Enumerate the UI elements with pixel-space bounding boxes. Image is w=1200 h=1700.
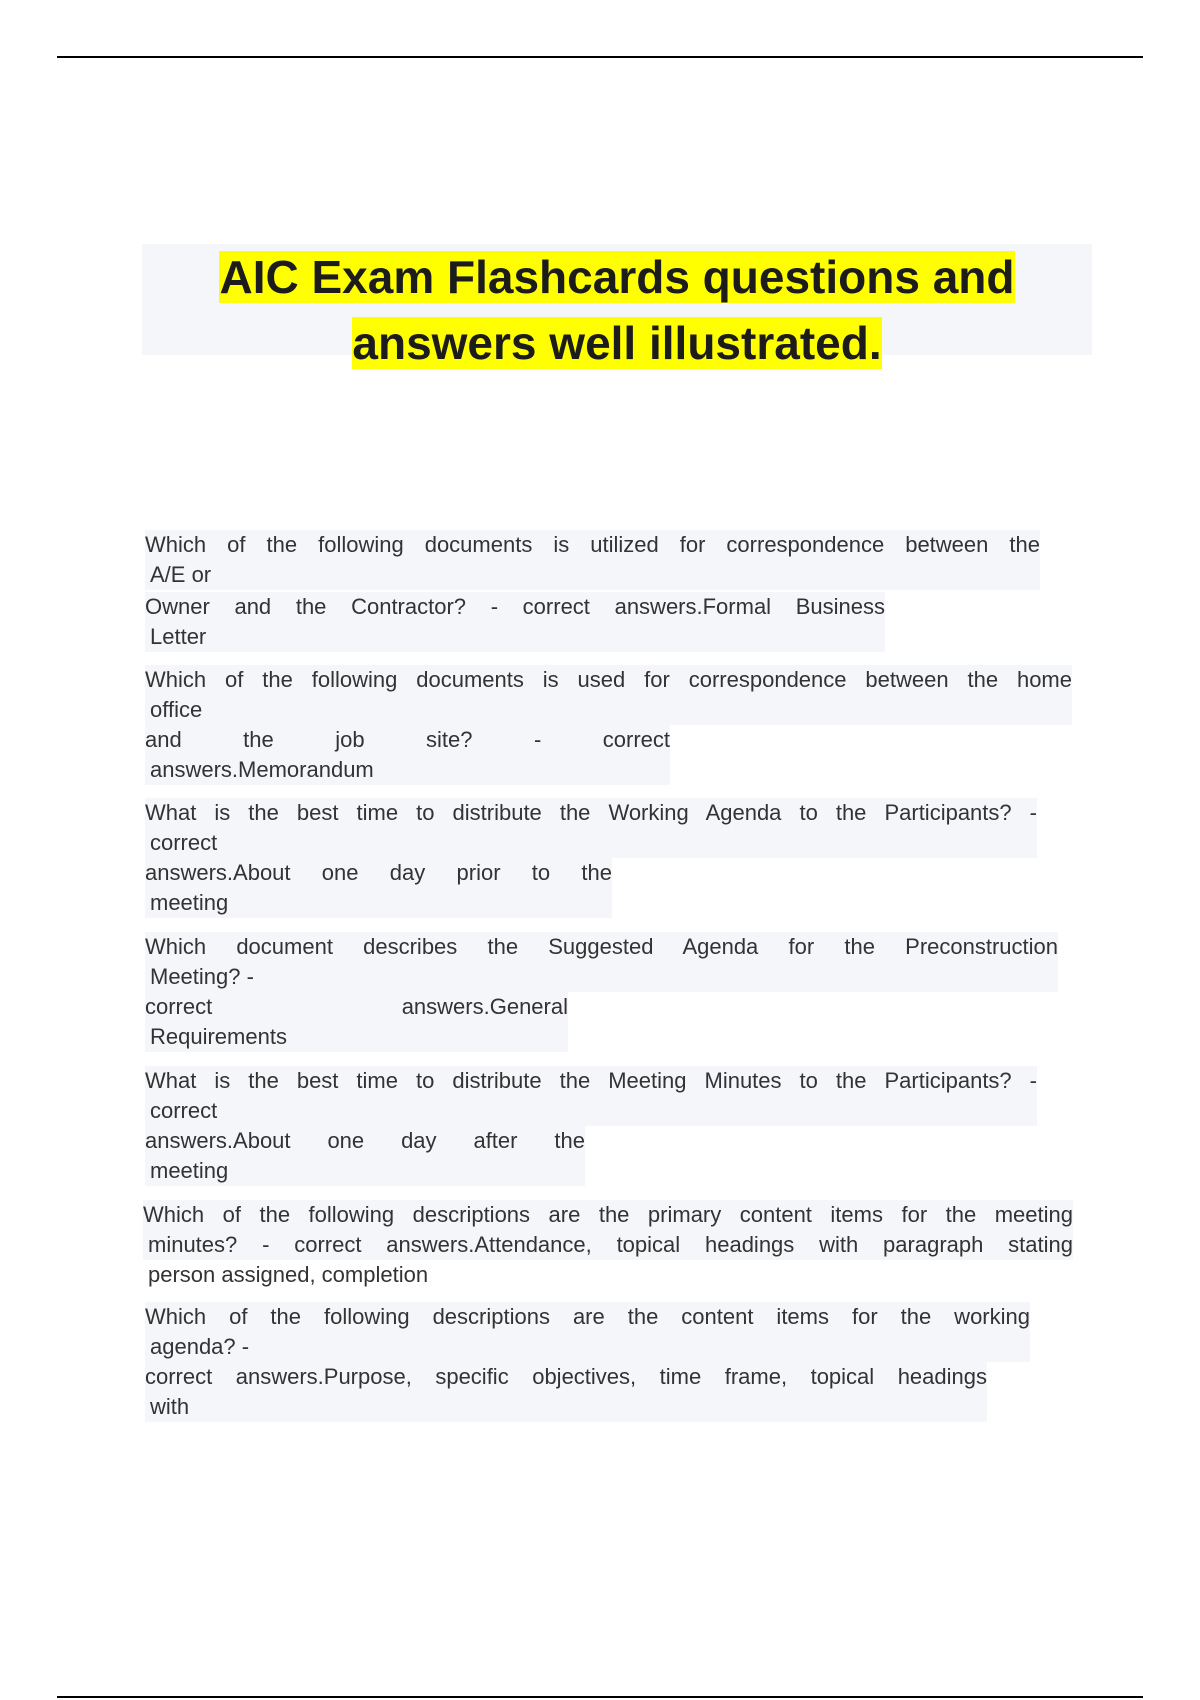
flashcard-7-answer (145, 1362, 987, 1422)
flashcard-1-answer (145, 592, 885, 652)
card-line: What is the best time to distribute the Working Agenda to the Participants? - (145, 798, 1037, 828)
card-line: Meeting? - (145, 962, 1058, 992)
top-rule (57, 56, 1143, 58)
card-line: meeting (145, 888, 612, 918)
card-line: answers.Memorandum (145, 755, 670, 785)
title-line-2: answers well illustrated. (352, 317, 882, 369)
card-line: minutes? - correct answers.Attendance, topical headings with paragraph stating (143, 1230, 1073, 1260)
card-line: and the job site? - correct (145, 725, 670, 755)
flashcard-7 (145, 1302, 1030, 1362)
card-line: correct answers.General (145, 992, 568, 1022)
flashcard-3 (145, 798, 1037, 858)
flashcard-1 (145, 530, 1040, 590)
flashcard-3-answer (145, 858, 612, 918)
card-line: A/E or (145, 560, 1040, 590)
card-line: Which of the following descriptions are the primary content items for the meeting (143, 1200, 1073, 1230)
card-line: with (145, 1392, 987, 1422)
document-title (142, 244, 1092, 376)
card-line: office (145, 695, 1072, 725)
flashcard-5 (145, 1066, 1037, 1126)
card-line: Letter (145, 622, 885, 652)
card-line: correct (145, 828, 1037, 858)
card-line: answers.About one day prior to the (145, 858, 612, 888)
card-line: What is the best time to distribute the Meeting Minutes to the Participants? - (145, 1066, 1037, 1096)
flashcard-2-answer (145, 725, 670, 785)
flashcard-6 (143, 1200, 1073, 1290)
card-line: Which of the following documents is utilized for correspondence between the (145, 530, 1040, 560)
card-line: person assigned, completion (148, 1262, 429, 1287)
card-line: Which of the following descriptions are the content items for the working (145, 1302, 1030, 1332)
bottom-rule (57, 1696, 1143, 1698)
card-line: meeting (145, 1156, 585, 1186)
flashcard-4-answer (145, 992, 568, 1052)
card-line: correct answers.Purpose, specific objectives, time frame, topical headings (145, 1362, 987, 1392)
card-line: Which of the following documents is used for correspondence between the home (145, 665, 1072, 695)
flashcard-5-answer (145, 1126, 585, 1186)
title-line-1: AIC Exam Flashcards questions and (219, 251, 1015, 303)
card-line: Which document describes the Suggested Agenda for the Preconstruction (145, 932, 1058, 962)
card-line: agenda? - (145, 1332, 1030, 1362)
card-line: answers.About one day after the (145, 1126, 585, 1156)
flashcard-4 (145, 932, 1058, 992)
flashcard-2 (145, 665, 1072, 725)
card-line: correct (145, 1096, 1037, 1126)
card-line: Owner and the Contractor? - correct answers.Formal Business (145, 592, 885, 622)
card-line: Requirements (145, 1022, 568, 1052)
